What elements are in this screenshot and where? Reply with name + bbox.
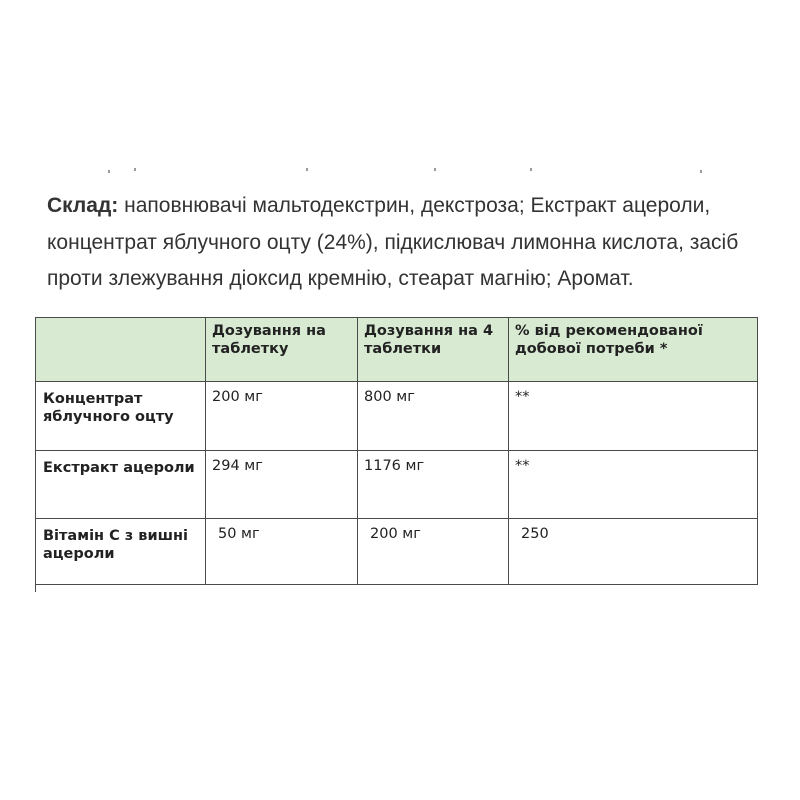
table-header-row [36, 318, 758, 382]
table-edge-line [35, 580, 36, 592]
row-per-tablet: 50 мг [206, 519, 358, 585]
row-daily-percent: ** [509, 451, 758, 519]
text-remnant-mark [306, 168, 308, 171]
table-header-cell-empty [36, 318, 206, 382]
text-remnant-mark [434, 168, 436, 171]
row-per-tablet: 200 мг [206, 382, 358, 451]
table-row [36, 451, 758, 519]
text-remnant-mark [134, 168, 136, 171]
top-cropped-text-remnant [0, 168, 800, 174]
table-header-cell-daily-percent: % від рекомендованої добової потреби * [509, 318, 758, 382]
composition-paragraph [47, 188, 767, 298]
table-header-cell-per-tablet: Дозування на таблетку [206, 318, 358, 382]
text-remnant-mark [700, 170, 702, 173]
composition-label: Склад: [47, 194, 119, 217]
text-remnant-mark [108, 170, 110, 173]
table-row [36, 382, 758, 451]
nutrition-table [35, 317, 758, 585]
row-per-4-tablets: 800 мг [358, 382, 509, 451]
text-remnant-mark [530, 168, 532, 171]
row-daily-percent: ** [509, 382, 758, 451]
row-ingredient-name: Екстракт ацероли [36, 451, 206, 519]
row-per-4-tablets: 1176 мг [358, 451, 509, 519]
row-ingredient-name: Вітамін С з вишні ацероли [36, 519, 206, 585]
row-per-tablet: 294 мг [206, 451, 358, 519]
composition-text: наповнювачі мальтодекстрин, декстроза; Екстракт ацероли, концентрат яблучного оцту (24%), підкислювач лимонна кислота, засіб проти злежування діоксид кремнію, стеарат магнію; Аромат. [47, 194, 739, 290]
row-daily-percent: 250 [509, 519, 758, 585]
table-row [36, 519, 758, 585]
row-ingredient-name: Концентрат яблучного оцту [36, 382, 206, 451]
row-per-4-tablets: 200 мг [358, 519, 509, 585]
table-header-cell-per-4-tablets: Дозування на 4 таблетки [358, 318, 509, 382]
